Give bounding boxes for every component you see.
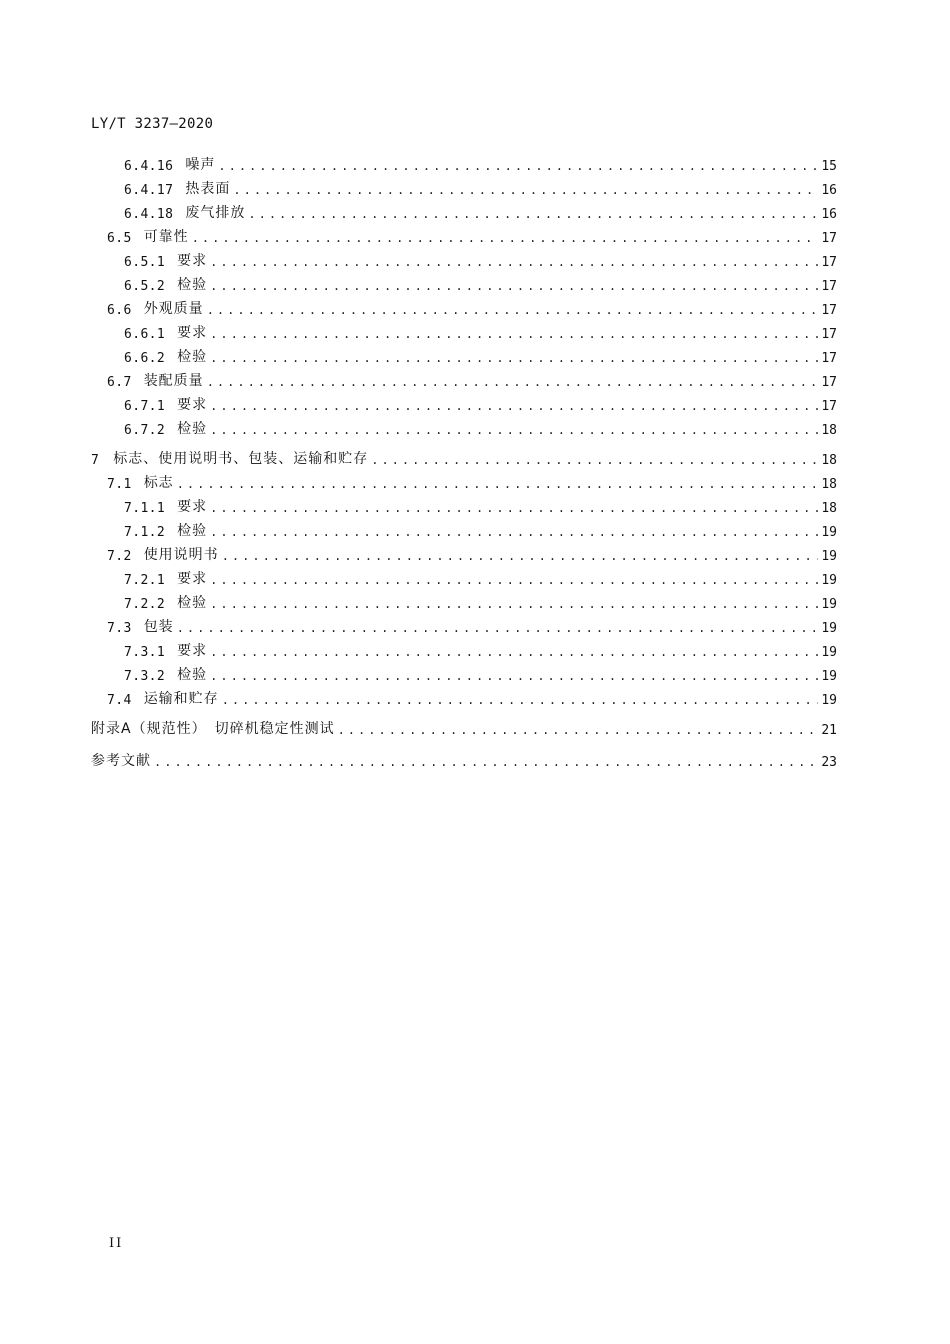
- toc-number: 7: [91, 453, 100, 468]
- toc-title: 运输和贮存: [143, 691, 219, 707]
- toc-number: 6.7.1: [124, 399, 166, 414]
- toc-title: 要求: [177, 643, 208, 659]
- toc-number: 6.4.16: [124, 159, 174, 174]
- toc-page: 19: [821, 645, 837, 660]
- toc-leader: [210, 644, 818, 660]
- toc-leader: [371, 452, 818, 468]
- toc-number: 7.1.2: [124, 525, 166, 540]
- toc-page: 17: [821, 327, 837, 342]
- toc-leader: [233, 182, 818, 198]
- toc-title: 热表面: [185, 181, 231, 197]
- toc-page: 21: [821, 723, 837, 738]
- toc-entry[interactable]: [91, 246, 837, 270]
- toc-title: 标志: [143, 475, 174, 491]
- toc-entry[interactable]: [91, 342, 837, 366]
- toc-leader: [210, 350, 818, 366]
- toc-number: 7.3.2: [124, 669, 166, 684]
- toc-title: 要求: [177, 499, 208, 515]
- toc-page: 18: [821, 453, 837, 468]
- toc-entry[interactable]: [91, 516, 837, 540]
- toc-page: 17: [821, 351, 837, 366]
- toc-leader: [210, 254, 818, 270]
- toc-title: 使用说明书: [143, 547, 219, 563]
- toc-number: 6.6.1: [124, 327, 166, 342]
- toc-page: 17: [821, 303, 837, 318]
- toc-title: 废气排放: [185, 205, 246, 221]
- toc-title: 标志、使用说明书、包装、运输和贮存: [113, 451, 369, 467]
- toc-leader: [210, 524, 818, 540]
- toc-entry[interactable]: [91, 660, 837, 684]
- toc-leader: [207, 374, 819, 390]
- toc-entry[interactable]: [91, 222, 837, 246]
- toc-leader: [210, 398, 818, 414]
- toc-number: 7.1: [107, 477, 132, 492]
- toc-entry[interactable]: [91, 366, 837, 390]
- toc-number: 7.2.1: [124, 573, 166, 588]
- toc-page: 19: [821, 621, 837, 636]
- toc-number: 6.5.1: [124, 255, 166, 270]
- toc-leader: [218, 158, 818, 174]
- toc-number: 6.5: [107, 231, 132, 246]
- toc-title: 包装: [143, 619, 174, 635]
- toc-leader: [338, 722, 819, 738]
- toc-page: 16: [821, 183, 837, 198]
- toc-number: 7.3.1: [124, 645, 166, 660]
- toc-page: 17: [821, 255, 837, 270]
- toc-number: 6.7.2: [124, 423, 166, 438]
- toc-entry[interactable]: [91, 492, 837, 516]
- toc-entry[interactable]: [91, 636, 837, 660]
- toc-page: 17: [821, 279, 837, 294]
- toc-leader: [177, 620, 819, 636]
- toc-entry[interactable]: [91, 150, 837, 174]
- toc-leader: [248, 206, 818, 222]
- toc-page: 17: [821, 231, 837, 246]
- toc-page: 23: [821, 755, 837, 770]
- toc-entry[interactable]: [91, 684, 837, 708]
- toc-number: 7.1.1: [124, 501, 166, 516]
- toc-number: 7.3: [107, 621, 132, 636]
- toc-page: 19: [821, 693, 837, 708]
- toc-entry[interactable]: [91, 588, 837, 612]
- toc-page: 19: [821, 525, 837, 540]
- toc-page: 19: [821, 597, 837, 612]
- toc-page: 18: [821, 501, 837, 516]
- toc-page: 16: [821, 207, 837, 222]
- toc-leader: [210, 572, 818, 588]
- toc-title: 检验: [177, 595, 208, 611]
- toc-title: 检验: [177, 277, 208, 293]
- toc-leader: [210, 422, 818, 438]
- toc-number: 6.4.17: [124, 183, 174, 198]
- toc-page: 17: [821, 375, 837, 390]
- toc-title: 附录A（规范性） 切碎机稳定性测试: [91, 721, 335, 737]
- toc-number: 6.7: [107, 375, 132, 390]
- toc-title: 要求: [177, 397, 208, 413]
- toc-leader: [207, 302, 819, 318]
- toc-leader: [192, 230, 819, 246]
- toc-title: 检验: [177, 421, 208, 437]
- toc-number: 7.4: [107, 693, 132, 708]
- toc-page: 18: [821, 477, 837, 492]
- toc-leader: [154, 754, 818, 770]
- toc-leader: [222, 692, 819, 708]
- toc-leader: [222, 548, 819, 564]
- toc-leader: [210, 596, 818, 612]
- toc-number: 7.2.2: [124, 597, 166, 612]
- toc-chapter-entry[interactable]: [91, 444, 837, 468]
- toc-title: 可靠性: [143, 229, 189, 245]
- toc-entry[interactable]: [91, 540, 837, 564]
- toc-entry[interactable]: [91, 174, 837, 198]
- toc-entry[interactable]: [91, 468, 837, 492]
- toc-leader: [210, 278, 818, 294]
- toc-leader: [210, 668, 818, 684]
- toc-page: 19: [821, 573, 837, 588]
- toc-page: 18: [821, 423, 837, 438]
- toc-entry[interactable]: [91, 294, 837, 318]
- toc-title: 检验: [177, 349, 208, 365]
- toc-number: 6.6.2: [124, 351, 166, 366]
- toc-entry[interactable]: [91, 270, 837, 294]
- toc-number: 6.4.18: [124, 207, 174, 222]
- toc-title: 要求: [177, 253, 208, 269]
- toc-title: 检验: [177, 523, 208, 539]
- toc-title: 参考文献: [91, 753, 151, 769]
- toc-page: 17: [821, 399, 837, 414]
- toc-leader: [210, 326, 818, 342]
- toc-entry[interactable]: [91, 390, 837, 414]
- toc-leader: [177, 476, 819, 492]
- toc-entry[interactable]: [91, 198, 837, 222]
- toc-title: 装配质量: [143, 373, 204, 389]
- toc-number: 6.6: [107, 303, 132, 318]
- toc-leader: [210, 500, 818, 516]
- toc-page: 15: [821, 159, 837, 174]
- toc-annex-entry[interactable]: [91, 714, 837, 738]
- toc-entry[interactable]: [91, 414, 837, 438]
- toc-entry[interactable]: [91, 564, 837, 588]
- toc-entry[interactable]: [91, 612, 837, 636]
- page-number: II: [109, 1236, 124, 1251]
- toc-title: 要求: [177, 571, 208, 587]
- toc-number: 7.2: [107, 549, 132, 564]
- toc-title: 检验: [177, 667, 208, 683]
- toc-page: 19: [821, 549, 837, 564]
- table-of-contents: [91, 150, 837, 770]
- toc-references-entry[interactable]: [91, 746, 837, 770]
- document-id: LY/T 3237—2020: [91, 116, 214, 132]
- toc-title: 噪声: [185, 157, 216, 173]
- toc-title: 外观质量: [143, 301, 204, 317]
- toc-entry[interactable]: [91, 318, 837, 342]
- toc-page: 19: [821, 669, 837, 684]
- toc-title: 要求: [177, 325, 208, 341]
- toc-number: 6.5.2: [124, 279, 166, 294]
